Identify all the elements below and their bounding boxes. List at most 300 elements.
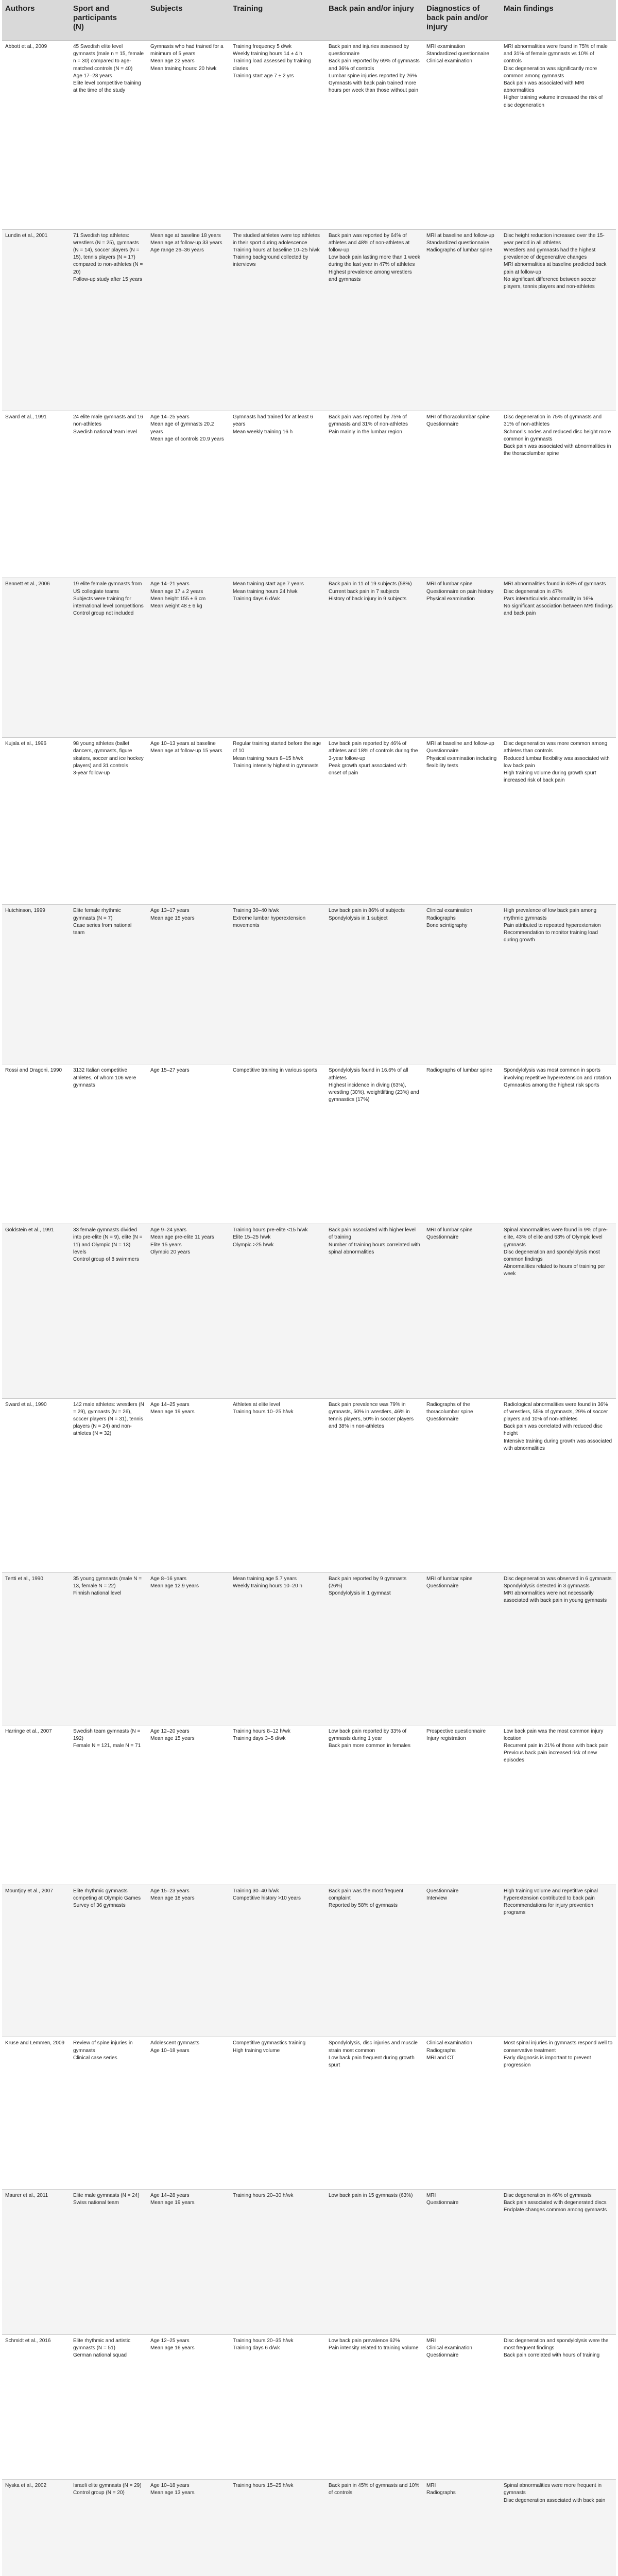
cell-line: Mean weekly training 16 h xyxy=(233,429,293,435)
cell-line: Training days 6 d/wk xyxy=(233,2345,280,2351)
cell-line: Gymnasts who had trained for a minimum of 5 years xyxy=(150,44,224,57)
table-row xyxy=(2,1572,616,1725)
cell-line: Radiographs of lumbar spine xyxy=(426,247,492,253)
cell-authors: Schmidt et al., 2016 xyxy=(2,2334,70,2480)
cell-diagnostics xyxy=(423,1224,501,1398)
cell-line: Bone scintigraphy xyxy=(426,922,468,928)
cell-line: Control group (N = 20) xyxy=(73,2490,125,2496)
cell-line: Mean age at follow-up 15 years xyxy=(150,748,222,754)
cell-authors: Sward et al., 1990 xyxy=(2,1398,70,1572)
cell-main-findings xyxy=(501,2037,616,2190)
cell-line: Low back pain lasting more than 1 week during the last year in 47% of athletes xyxy=(329,255,420,268)
cell-back-pain-injury xyxy=(325,41,423,230)
cell-back-pain-injury xyxy=(325,2190,423,2335)
cell-line: Case series from national team xyxy=(73,922,132,936)
cell-training xyxy=(230,1725,325,1885)
cell-back-pain-injury xyxy=(325,2334,423,2480)
cell-line: Radiographs xyxy=(426,2047,456,2054)
cell-line: Questionnaire xyxy=(426,1583,459,1589)
cell-line: 3132 Italian competitive athletes, of whom 106 were gymnasts xyxy=(73,1067,136,1088)
cell-training xyxy=(230,578,325,738)
cell-line: Israeli elite gymnasts (N = 29) xyxy=(73,2483,142,2489)
cell-line: German national squad xyxy=(73,2352,127,2358)
cell-subjects xyxy=(147,229,230,411)
cell-line: Mean age 12.9 years xyxy=(150,1583,199,1589)
cell-diagnostics xyxy=(423,1725,501,1885)
cell-line: Training frequency 5 d/wk xyxy=(233,44,292,49)
cell-training xyxy=(230,2334,325,2480)
cell-line: Competitive gymnastics training xyxy=(233,2040,306,2046)
cell-line: Spinal abnormalities were more frequent in gymnasts xyxy=(504,2483,602,2496)
cell-line: Radiological abnormalities were found in 36% of wrestlers, 55% of gymnasts, 29% of soccer players and 10% of non-athletes xyxy=(504,1401,608,1422)
cell-line: Age range 26–36 years xyxy=(150,247,204,253)
cell-line: Pain intensity related to training volume xyxy=(329,2345,419,2351)
cell-line: Olympic 20 years xyxy=(150,1249,191,1255)
cell-line: Back pain was reported by 64% of athletes and 48% of non-athletes at follow-up xyxy=(329,232,410,253)
cell-line: Clinical examination xyxy=(426,2345,472,2351)
table-row xyxy=(2,2334,616,2480)
cell-back-pain-injury xyxy=(325,411,423,578)
cell-line: Low back pain frequent during growth spurt xyxy=(329,2055,415,2068)
cell-main-findings xyxy=(501,905,616,1064)
cell-sport-participants xyxy=(70,1725,147,1885)
cell-line: Age 15–23 years xyxy=(150,1888,190,1894)
cell-line: Age 8–16 years xyxy=(150,1575,187,1582)
cell-line: Olympic >25 h/wk xyxy=(233,1242,274,1248)
cell-main-findings xyxy=(501,2334,616,2480)
cell-line: Review of spine injuries in gymnasts xyxy=(73,2040,133,2054)
cell-line: Mean training hours: 20 h/wk xyxy=(150,65,217,72)
cell-diagnostics xyxy=(423,2334,501,2480)
cell-sport-participants xyxy=(70,905,147,1064)
cell-line: Peak growth spurt associated with onset of pain xyxy=(329,762,407,776)
cell-line: Elite male gymnasts (N = 24) xyxy=(73,2193,140,2199)
cell-training xyxy=(230,1398,325,1572)
cell-subjects xyxy=(147,1885,230,2037)
cell-line: Spondylolysis found in 16.6% of all athletes xyxy=(329,1067,408,1081)
cell-subjects xyxy=(147,2334,230,2480)
cell-line: Prospective questionnaire xyxy=(426,1728,486,1734)
cell-back-pain-injury xyxy=(325,1224,423,1398)
cell-line: Control group of 8 swimmers xyxy=(73,1257,139,1262)
cell-sport-participants xyxy=(70,2037,147,2190)
cell-line: 45 Swedish elite level gymnasts (male n = 15, female n = 30) compared to age-matched controls (N = 40) xyxy=(73,44,144,72)
cell-back-pain-injury xyxy=(325,905,423,1064)
cell-authors: Kruse and Lemmen, 2009 xyxy=(2,2037,70,2190)
cell-line: Follow-up study after 15 years xyxy=(73,276,142,282)
cell-subjects xyxy=(147,2037,230,2190)
cell-training xyxy=(230,1572,325,1725)
cell-diagnostics xyxy=(423,411,501,578)
header-sport-participants: Sport and participants (N) xyxy=(70,0,147,41)
cell-line: Survey of 36 gymnasts xyxy=(73,1902,126,1908)
cell-line: Mean age 13 years xyxy=(150,2490,195,2496)
table-row xyxy=(2,2190,616,2335)
cell-subjects xyxy=(147,2480,230,2576)
cell-line: Training intensity highest in gymnasts xyxy=(233,762,319,769)
cell-line: Training 30–40 h/wk xyxy=(233,908,279,914)
cell-authors: Hutchinson, 1999 xyxy=(2,905,70,1064)
table-row xyxy=(2,1725,616,1885)
cell-line: Age 12–25 years xyxy=(150,2337,190,2344)
cell-line: Mean age 15 years xyxy=(150,1735,195,1741)
cell-line: Reduced lumbar flexibility was associated with low back pain xyxy=(504,755,610,769)
cell-line: Mean age 15 years xyxy=(150,915,195,921)
cell-line: Gymnasts with back pain trained more hours per week than those without pain xyxy=(329,80,418,94)
cell-back-pain-injury xyxy=(325,1725,423,1885)
cell-line: MRI abnormalities found in 63% of gymnasts xyxy=(504,581,606,587)
table-row xyxy=(2,2037,616,2190)
cell-line: Disc degeneration associated with back pain xyxy=(504,2497,606,2503)
cell-line: Recurrent pain in 21% of those with back pain xyxy=(504,1743,609,1749)
cell-line: Mean training age 5.7 years xyxy=(233,1575,297,1582)
cell-line: Mean age 18 years xyxy=(150,1895,195,1901)
cell-line: Mean age 19 years xyxy=(150,2200,195,2206)
table-row xyxy=(2,1224,616,1398)
table-row xyxy=(2,1885,616,2037)
cell-training xyxy=(230,41,325,230)
cell-line: Disc degeneration in 75% of gymnasts and 31% of non-athletes xyxy=(504,414,602,428)
cell-line: 98 young athletes (ballet dancers, gymnasts, figure skaters, soccer and ice hockey players) and 31 controls xyxy=(73,741,144,769)
cell-back-pain-injury xyxy=(325,738,423,905)
cell-line: Mean weight 48 ± 6 kg xyxy=(150,603,202,609)
cell-line: Low back pain was the most common injury location xyxy=(504,1728,604,1741)
cell-line: Back pain reported by 9 gymnasts (26%) xyxy=(329,1575,407,1589)
cell-line: Questionnaire xyxy=(426,2200,459,2206)
cell-diagnostics xyxy=(423,738,501,905)
cell-line: Elite 15 years xyxy=(150,1242,182,1248)
cell-authors: Rossi and Dragoni, 1990 xyxy=(2,1064,70,1224)
cell-line: Weekly training hours 14 ± 4 h xyxy=(233,51,302,57)
header-training: Training xyxy=(230,0,325,41)
cell-main-findings xyxy=(501,229,616,411)
header-main-findings: Main findings xyxy=(501,0,616,41)
cell-line: Back pain was associated with MRI abnormalities xyxy=(504,80,585,94)
cell-line: Training hours 20–30 h/wk xyxy=(233,2193,294,2199)
cell-diagnostics xyxy=(423,41,501,230)
cell-line: Mean age of gymnasts 20.2 years xyxy=(150,421,214,435)
cell-line: MRI and CT xyxy=(426,2055,454,2061)
cell-sport-participants xyxy=(70,411,147,578)
cell-line: Gymnastics among the highest risk sports xyxy=(504,1082,599,1088)
cell-line: Mean age 16 years xyxy=(150,2345,195,2351)
cell-subjects xyxy=(147,411,230,578)
cell-diagnostics xyxy=(423,1064,501,1224)
cell-line: No significant difference between soccer players, tennis players and non-athletes xyxy=(504,276,596,290)
cell-line: Spinal abnormalities were found in 9% of pre-elite, 43% of elite and 63% of Olympic level gymnasts xyxy=(504,1227,608,1248)
cell-main-findings xyxy=(501,1572,616,1725)
cell-diagnostics xyxy=(423,229,501,411)
cell-line: Disc degeneration was significantly more common among gymnasts xyxy=(504,65,597,79)
cell-main-findings xyxy=(501,2480,616,2576)
cell-back-pain-injury xyxy=(325,1398,423,1572)
cell-subjects xyxy=(147,41,230,230)
cell-diagnostics xyxy=(423,578,501,738)
cell-line: Training hours 20–35 h/wk xyxy=(233,2337,294,2344)
cell-line: High prevalence of low back pain among rhythmic gymnasts xyxy=(504,908,597,921)
cell-line: Pain attributed to repeated hyperextension xyxy=(504,922,601,928)
cell-authors: Maurer et al., 2011 xyxy=(2,2190,70,2335)
cell-line: MRI xyxy=(426,2483,436,2489)
cell-subjects xyxy=(147,578,230,738)
cell-line: Standardized questionnaire xyxy=(426,51,489,57)
cell-line: Mean age at follow-up 33 years xyxy=(150,240,222,246)
cell-line: Female N = 121, male N = 71 xyxy=(73,1743,141,1749)
table-row xyxy=(2,2480,616,2576)
cell-line: Elite female rhythmic gymnasts (N = 7) xyxy=(73,908,121,921)
cell-line: Mean training hours 24 h/wk xyxy=(233,588,298,595)
cell-line: Questionnaire xyxy=(426,2352,459,2358)
cell-line: Low back pain reported by 46% of athletes and 18% of controls during the 3-year follow-up xyxy=(329,741,418,761)
cell-main-findings xyxy=(501,1725,616,1885)
cell-line: Age 17–28 years xyxy=(73,73,112,79)
cell-diagnostics xyxy=(423,1572,501,1725)
cell-line: Mean height 155 ± 6 cm xyxy=(150,596,206,602)
cell-line: Back pain correlated with hours of training xyxy=(504,2352,600,2358)
cell-line: Intensive training during growth was associated with abnormalities xyxy=(504,1438,612,1451)
cell-sport-participants xyxy=(70,41,147,230)
cell-line: High training volume xyxy=(233,2047,280,2054)
cell-line: Elite rhythmic gymnasts competing at Olympic Games xyxy=(73,1888,141,1901)
cell-diagnostics xyxy=(423,1398,501,1572)
cell-line: Back pain was associated with abnormalities in the thoracolumbar spine xyxy=(504,443,611,457)
cell-line: Training hours pre-elite <15 h/wk xyxy=(233,1227,308,1233)
cell-line: Spondylolysis was most common in sports involving repetitive hyperextension and rotation xyxy=(504,1067,611,1081)
cell-line: History of back injury in 9 subjects xyxy=(329,596,407,602)
cell-line: Back pain and injuries assessed by questionnaire xyxy=(329,44,409,57)
cell-line: Radiographs of the thoracolumbar spine xyxy=(426,1401,473,1415)
cell-authors: Goldstein et al., 1991 xyxy=(2,1224,70,1398)
cell-line: Gymnasts had trained for at least 6 years xyxy=(233,414,313,428)
cell-line: Questionnaire xyxy=(426,1416,459,1422)
cell-line: Age 14–21 years xyxy=(150,581,190,587)
cell-line: Swedish national team level xyxy=(73,429,137,435)
cell-training xyxy=(230,1885,325,2037)
cell-line: Pain mainly in the lumbar region xyxy=(329,429,402,435)
cell-line: Most spinal injuries in gymnasts respond well to conservative treatment xyxy=(504,2040,613,2054)
cell-line: Recommendations for injury prevention programs xyxy=(504,1902,593,1916)
cell-line: Age 9–24 years xyxy=(150,1227,187,1233)
cell-line: Clinical examination xyxy=(426,58,472,64)
cell-sport-participants xyxy=(70,578,147,738)
cell-training xyxy=(230,2480,325,2576)
cell-line: 35 young gymnasts (male N = 13, female N = 22) xyxy=(73,1575,142,1589)
cell-subjects xyxy=(147,1725,230,1885)
cell-line: Age 10–13 years at baseline xyxy=(150,741,216,747)
cell-sport-participants xyxy=(70,2190,147,2335)
cell-sport-participants xyxy=(70,2334,147,2480)
cell-back-pain-injury xyxy=(325,2037,423,2190)
cell-line: Competitive history >10 years xyxy=(233,1895,301,1901)
cell-line: MRI examination xyxy=(426,44,466,49)
cell-line: Low back pain prevalence 62% xyxy=(329,2337,400,2344)
cell-line: Mean age 19 years xyxy=(150,1409,195,1415)
cell-sport-participants xyxy=(70,1885,147,2037)
cell-line: MRI of thoracolumbar spine xyxy=(426,414,490,420)
cell-line: Physical examination xyxy=(426,596,475,602)
table-row xyxy=(2,41,616,230)
cell-line: Back pain was correlated with reduced disc height xyxy=(504,1423,603,1437)
cell-line: Age 14–25 years xyxy=(150,414,190,420)
cell-line: Questionnaire on pain history xyxy=(426,588,494,595)
cell-line: Disc degeneration and spondylolysis most common findings xyxy=(504,1249,600,1262)
cell-back-pain-injury xyxy=(325,2480,423,2576)
cell-line: 19 elite female gymnasts from US collegiate teams xyxy=(73,581,142,595)
cell-line: Back pain associated with higher level of training xyxy=(329,1227,416,1241)
cell-line: Training days 3–5 d/wk xyxy=(233,1735,286,1741)
cell-line: Regular training started before the age of 10 xyxy=(233,741,321,754)
cell-authors: Mountjoy et al., 2007 xyxy=(2,1885,70,2037)
cell-line: 142 male athletes: wrestlers (N = 29), gymnasts (N = 26), soccer players (N = 31), tennis players (N = 24) and non-athletes (N = 32) xyxy=(73,1401,144,1437)
cell-line: 24 elite male gymnasts and 16 non-athletes xyxy=(73,414,143,428)
cell-back-pain-injury xyxy=(325,1064,423,1224)
cell-line: Disc degeneration was more common among athletes than controls xyxy=(504,741,608,754)
cell-line: 71 Swedish top athletes: wrestlers (N = 25), gymnasts (N = 14), soccer players (N = 15), tennis players (N = 17) compared to non-athletes (N = 20) xyxy=(73,232,143,275)
cell-line: Extreme lumbar hyperextension movements xyxy=(233,915,306,928)
cell-main-findings xyxy=(501,738,616,905)
cell-sport-participants xyxy=(70,738,147,905)
cell-authors: Abbott et al., 2009 xyxy=(2,41,70,230)
header-subjects: Subjects xyxy=(147,0,230,41)
cell-authors: Harringe et al., 2007 xyxy=(2,1725,70,1885)
cell-line: Finnish national level xyxy=(73,1590,122,1597)
cell-line: High training volume during growth spurt increased risk of back pain xyxy=(504,770,596,784)
cell-line: Questionnaire xyxy=(426,421,459,428)
cell-line: Pars interarticularis abnormality in 16% xyxy=(504,596,593,602)
cell-line: Elite rhythmic and artistic gymnasts (N = 51) xyxy=(73,2337,131,2351)
cell-line: Back pain in 45% of gymnasts and 10% of controls xyxy=(329,2483,420,2496)
cell-line: Interview xyxy=(426,1895,448,1901)
cell-line: Early diagnosis is important to prevent progression xyxy=(504,2055,591,2068)
cell-training xyxy=(230,1224,325,1398)
cell-line: Age 12–20 years xyxy=(150,1728,190,1734)
cell-line: MRI abnormalities were not necessarily associated with back pain in young gymnasts xyxy=(504,1590,607,1604)
cell-subjects xyxy=(147,1064,230,1224)
cell-subjects xyxy=(147,1224,230,1398)
cell-main-findings xyxy=(501,578,616,738)
cell-sport-participants xyxy=(70,229,147,411)
table-body xyxy=(2,41,616,2576)
cell-line: Swedish team gymnasts (N = 192) xyxy=(73,1728,141,1741)
cell-line: Abnormalities related to hours of training per week xyxy=(504,1264,605,1277)
cell-main-findings xyxy=(501,1064,616,1224)
cell-main-findings xyxy=(501,411,616,578)
cell-authors: Bennett et al., 2006 xyxy=(2,578,70,738)
cell-line: Injury registration xyxy=(426,1735,466,1741)
cell-line: Mean age pre-elite 11 years xyxy=(150,1234,214,1241)
cell-line: Mean age 22 years xyxy=(150,58,195,64)
cell-sport-participants xyxy=(70,1064,147,1224)
cell-line: MRI of lumbar spine xyxy=(426,1227,473,1233)
cell-line: Training hours at baseline 10–25 h/wk xyxy=(233,247,320,253)
cell-line: Training start age 7 ± 2 yrs xyxy=(233,73,294,79)
cell-line: Spondylolysis in 1 gymnast xyxy=(329,1590,391,1597)
cell-diagnostics xyxy=(423,905,501,1064)
cell-authors: Tertti et al., 1990 xyxy=(2,1572,70,1725)
cell-line: Low back pain reported by 33% of gymnasts during 1 year xyxy=(329,1728,407,1741)
cell-subjects xyxy=(147,738,230,905)
cell-line: MRI abnormalities were found in 75% of male and 31% of female gymnasts vs 10% of controls xyxy=(504,44,608,64)
cell-diagnostics xyxy=(423,2190,501,2335)
cell-line: Disc height reduction increased over the 15-year period in all athletes xyxy=(504,232,605,246)
cell-line: Back pain reported by 69% of gymnasts and 36% of controls xyxy=(329,58,420,72)
header-back-pain-injury: Back pain and/or injury xyxy=(325,0,423,41)
cell-main-findings xyxy=(501,1885,616,2037)
cell-line: Highest prevalence among wrestlers and gymnasts xyxy=(329,269,412,282)
cell-line: Back pain more common in females xyxy=(329,1743,410,1749)
cell-line: Back pain associated with degenerated discs xyxy=(504,2200,607,2206)
cell-line: Spondylolysis in 1 subject xyxy=(329,915,388,921)
cell-line: No significant association between MRI findings and back pain xyxy=(504,603,613,617)
cell-line: Spondylolysis detected in 3 gymnasts xyxy=(504,1583,590,1589)
cell-line: Age 13–17 years xyxy=(150,908,190,914)
cell-line: Radiographs of lumbar spine xyxy=(426,1067,492,1074)
cell-line: Schmorl's nodes and reduced disc height more common in gymnasts xyxy=(504,429,611,442)
cell-main-findings xyxy=(501,2190,616,2335)
cell-authors: Sward et al., 1991 xyxy=(2,411,70,578)
cell-line: Training 30–40 h/wk xyxy=(233,1888,279,1894)
cell-training xyxy=(230,905,325,1064)
cell-main-findings xyxy=(501,1224,616,1398)
cell-line: Athletes at elite level xyxy=(233,1401,280,1408)
cell-line: Age 10–18 years xyxy=(150,2047,190,2054)
cell-sport-participants xyxy=(70,1398,147,1572)
cell-line: Age 15–27 years xyxy=(150,1067,190,1074)
cell-line: High training volume and repetitive spinal hyperextension contributed to back pain xyxy=(504,1888,598,1901)
cell-line: Previous back pain increased risk of new episodes xyxy=(504,1750,597,1764)
cell-line: Questionnaire xyxy=(426,748,459,754)
cell-line: Disc degeneration was observed in 6 gymnasts xyxy=(504,1575,612,1582)
cell-training xyxy=(230,2037,325,2190)
cell-back-pain-injury xyxy=(325,229,423,411)
cell-line: 3-year follow-up xyxy=(73,770,110,776)
cell-line: Training hours 15–25 h/wk xyxy=(233,2483,294,2489)
cell-main-findings xyxy=(501,1398,616,1572)
cell-line: Radiographs xyxy=(426,915,456,921)
cell-line: Endplate changes common among gymnasts xyxy=(504,2207,607,2213)
table-header xyxy=(2,0,616,41)
cell-line: MRI of lumbar spine xyxy=(426,581,473,587)
cell-line: Clinical examination xyxy=(426,2040,472,2046)
cell-authors: Lundin et al., 2001 xyxy=(2,229,70,411)
table-row xyxy=(2,1064,616,1224)
cell-back-pain-injury xyxy=(325,578,423,738)
cell-line: 33 female gymnasts divided into pre-elite (N = 9), elite (N = 11) and Olympic (N = 13) levels xyxy=(73,1227,143,1255)
cell-line: Competitive training in various sports xyxy=(233,1067,317,1074)
cell-line: Elite 15–25 h/wk xyxy=(233,1234,271,1241)
cell-line: MRI xyxy=(426,2337,436,2344)
cell-line: Standardized questionnaire xyxy=(426,240,489,246)
cell-subjects xyxy=(147,1572,230,1725)
literature-table xyxy=(2,0,616,2576)
cell-line: Training load assessed by training diaries xyxy=(233,58,311,72)
cell-line: Training hours 8–12 h/wk xyxy=(233,1728,290,1734)
cell-diagnostics xyxy=(423,2480,501,2576)
cell-training xyxy=(230,229,325,411)
cell-line: Swiss national team xyxy=(73,2200,119,2206)
cell-back-pain-injury xyxy=(325,1572,423,1725)
table-row xyxy=(2,905,616,1064)
cell-main-findings xyxy=(501,41,616,230)
cell-line: Back pain was reported by 75% of gymnasts and 31% of non-athletes xyxy=(329,414,408,428)
cell-line: Mean age of controls 20.9 years xyxy=(150,436,224,442)
table-row xyxy=(2,229,616,411)
cell-line: Questionnaire xyxy=(426,1888,459,1894)
cell-line: Clinical case series xyxy=(73,2055,117,2061)
cell-line: Training hours 10–25 h/wk xyxy=(233,1409,294,1415)
cell-line: Low back pain in 15 gymnasts (63%) xyxy=(329,2193,413,2199)
cell-line: Wrestlers and gymnasts had the highest prevalence of degenerative changes xyxy=(504,247,596,261)
